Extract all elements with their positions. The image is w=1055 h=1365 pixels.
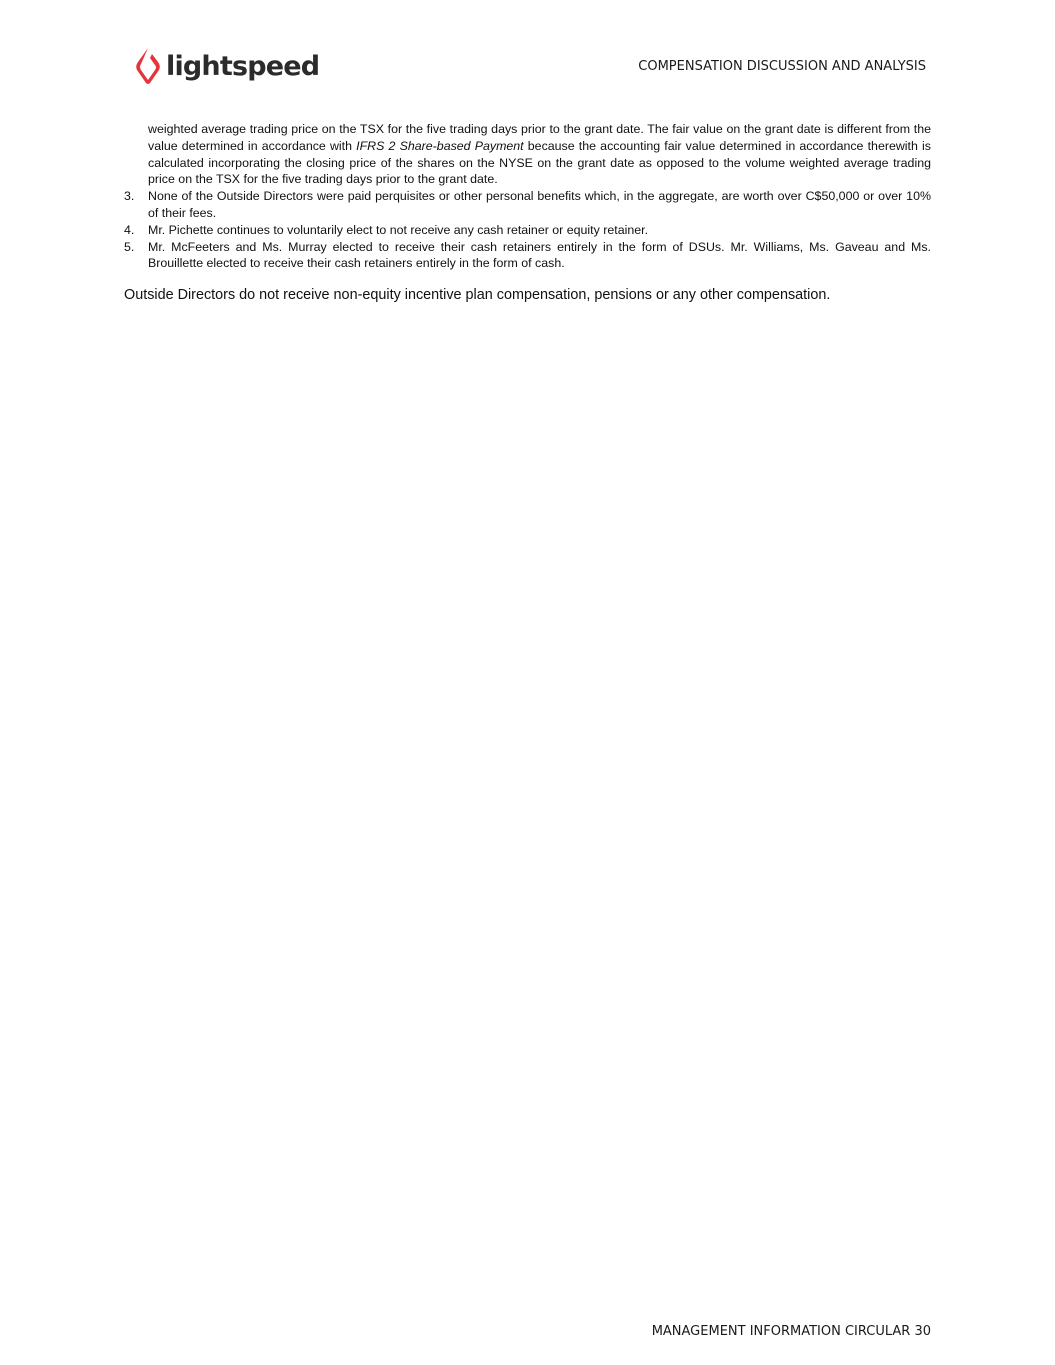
footnote-item (124, 239, 931, 273)
ifrs-reference: IFRS 2 Share-based Payment (356, 138, 524, 153)
footnote-text: None of the Outside Directors were paid perquisites or other personal benefits which, in the aggregate, are worth over C$50,000 or over 10% of their fees. (148, 189, 931, 220)
continuation-text-2: because the accounting fair value determined in accordance therewith is calculated incorporating the closing price of the shares on the NYSE on the grant date as opposed to the volume weighted average trading price on the TSX for the five trading days prior to the grant date. (148, 138, 932, 187)
page-footer: MANAGEMENT INFORMATION CIRCULAR 30 (651, 1324, 931, 1339)
footnote-continuation (124, 121, 931, 188)
closing-paragraph: Outside Directors do not receive non-equity incentive plan compensation, pensions or any other compensation. (124, 287, 831, 303)
footnote-item (124, 188, 931, 222)
footnotes (124, 121, 931, 272)
footnote-text: Mr. Pichette continues to voluntarily elect to not receive any cash retainer or equity retainer. (148, 222, 649, 237)
footnote-number: 4. (124, 222, 135, 237)
footnote-number: 3. (124, 189, 135, 204)
footnote-text: Mr. McFeeters and Ms. Murray elected to receive their cash retainers entirely in the form of DSUs. Mr. Williams, Ms. Gaveau and Ms. Brouillette elected to receive their cash retainers entirely in the form of cash. (148, 239, 931, 271)
logo-wordmark: lightspeed (166, 50, 320, 82)
flame-logo-icon (135, 47, 161, 85)
lightspeed-logo (135, 46, 319, 86)
section-title: COMPENSATION DISCUSSION AND ANALYSIS (638, 59, 926, 74)
footnote-item (124, 222, 931, 239)
footnote-number: 5. (124, 239, 135, 254)
continuation-text-1: weighted average trading price on the TSX for the five trading days prior to the grant date. The fair value on the grant date is different from the value determined in accordance with (148, 122, 931, 153)
